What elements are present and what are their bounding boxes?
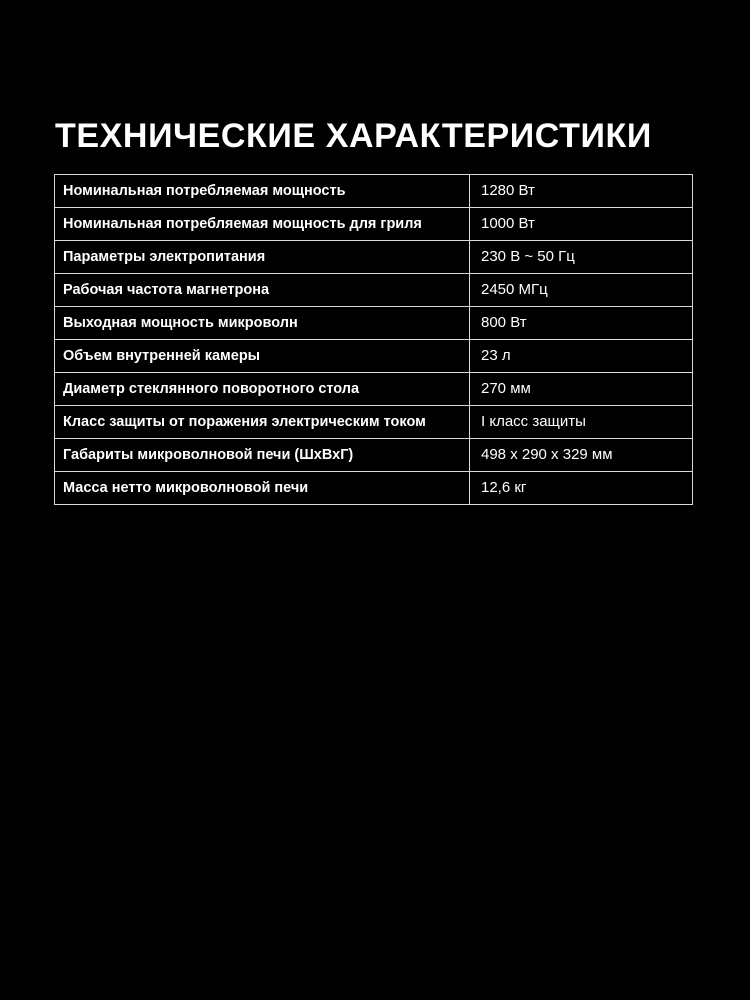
spec-value: I класс защиты [470,406,693,439]
specifications-table [54,174,693,505]
table-row [55,472,693,505]
spec-name: Номинальная потребляемая мощность для гриля [55,208,470,241]
spec-value: 2450 МГц [470,274,693,307]
page-title: ТЕХНИЧЕСКИЕ ХАРАКТЕРИСТИКИ [55,117,652,155]
spec-name: Класс защиты от поражения электрическим током [55,406,470,439]
spec-name: Выходная мощность микроволн [55,307,470,340]
table-row [55,307,693,340]
spec-name: Номинальная потребляемая мощность [55,175,470,208]
spec-value: 800 Вт [470,307,693,340]
spec-name: Объем внутренней камеры [55,340,470,373]
spec-value: 1000 Вт [470,208,693,241]
table-row [55,373,693,406]
table-row [55,274,693,307]
table-row [55,208,693,241]
table-row [55,241,693,274]
spec-name: Диаметр стеклянного поворотного стола [55,373,470,406]
spec-name: Рабочая частота магнетрона [55,274,470,307]
table-row [55,175,693,208]
table-row [55,439,693,472]
spec-value: 270 мм [470,373,693,406]
spec-value: 230 В ~ 50 Гц [470,241,693,274]
spec-name: Габариты микроволновой печи (ШхВхГ) [55,439,470,472]
spec-name: Масса нетто микроволновой печи [55,472,470,505]
spec-value: 12,6 кг [470,472,693,505]
table-row [55,406,693,439]
table-row [55,340,693,373]
spec-name: Параметры электропитания [55,241,470,274]
spec-value: 23 л [470,340,693,373]
spec-value: 1280 Вт [470,175,693,208]
spec-value: 498 х 290 х 329 мм [470,439,693,472]
